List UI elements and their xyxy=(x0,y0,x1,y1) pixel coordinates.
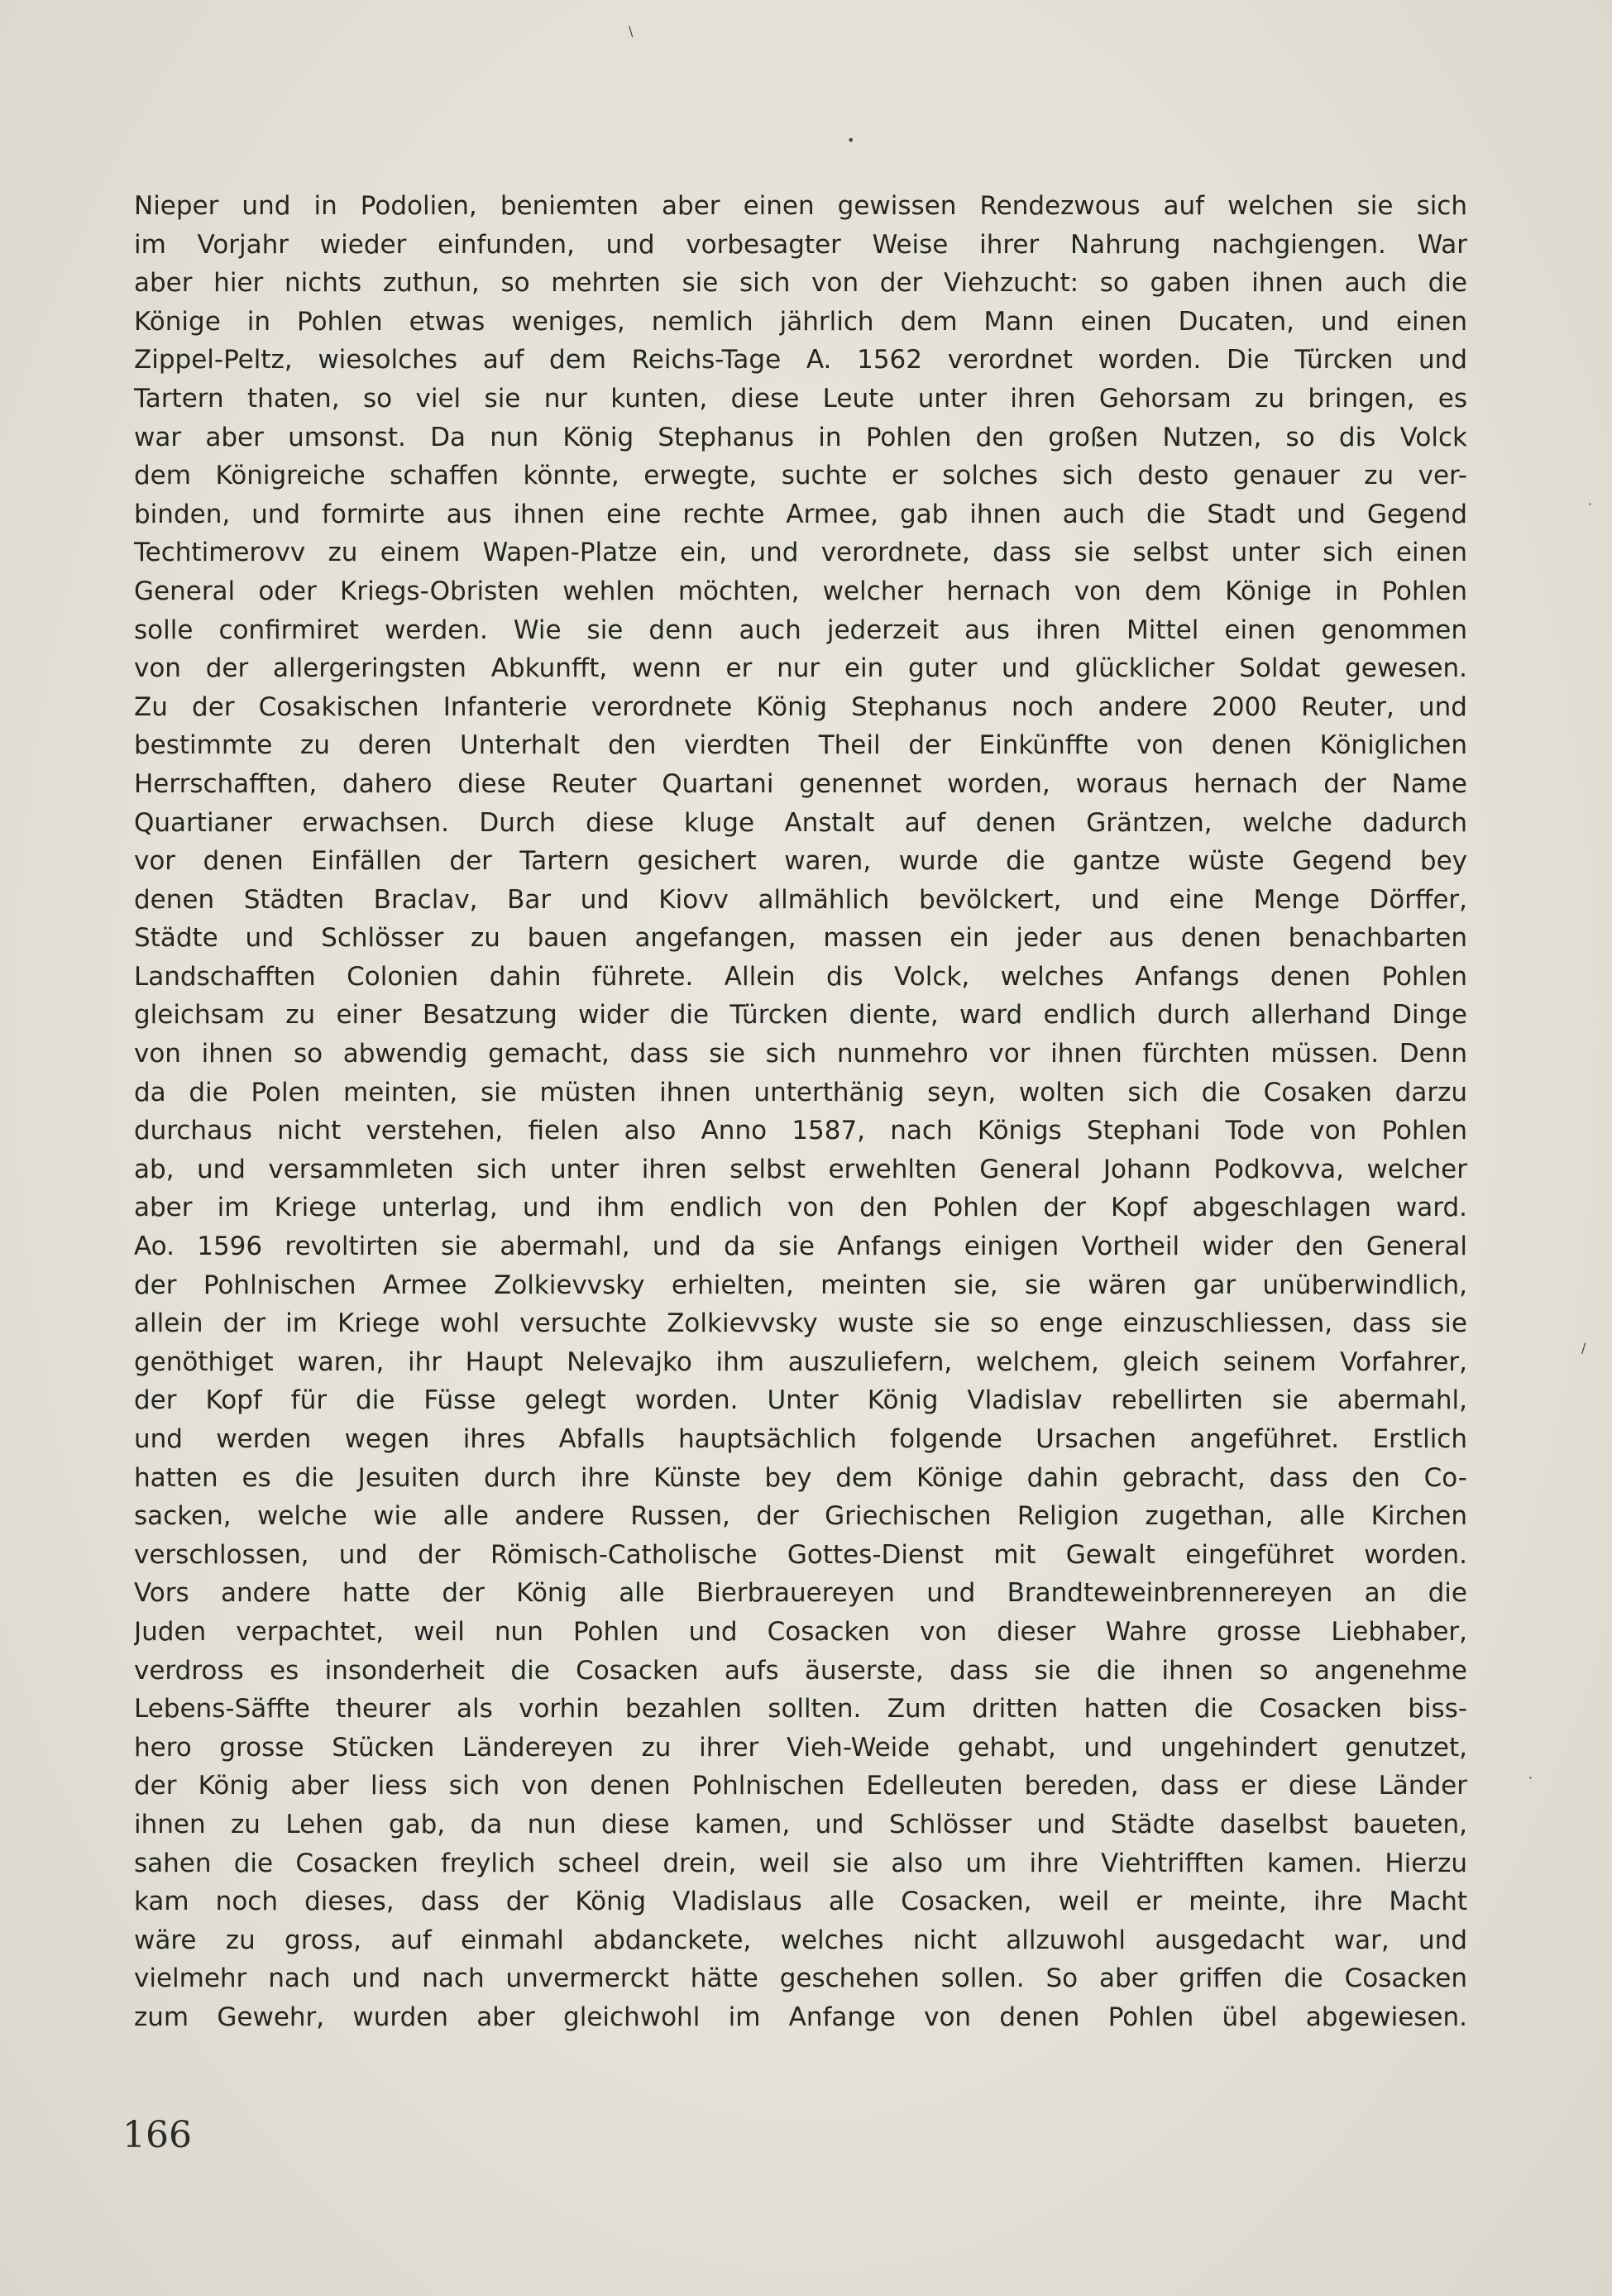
text-line: ab, und versammleten sich unter ihren selbst erwehlten General Johann Podkovva, welcher xyxy=(134,1154,1467,1184)
text-line: bestimmte zu deren Unterhalt den vierdten Theil der Einkünffte von denen Königlichen xyxy=(134,730,1467,761)
text-line: vor denen Einfällen der Tartern gesichert waren, wurde die gantze wüste Gegend bey xyxy=(134,846,1467,877)
scan-speck: \ xyxy=(629,23,634,39)
text-line: und werden wegen ihres Abfalls hauptsächlich folgende Ursachen angeführet. Erstlich xyxy=(134,1424,1467,1454)
text-line: Juden verpachtet, weil nun Pohlen und Cosacken von dieser Wahre grosse Liebhaber, xyxy=(134,1616,1467,1647)
text-line: der König aber liess sich von denen Pohlnischen Edelleuten bereden, dass er diese Länder xyxy=(134,1771,1467,1801)
text-line: General oder Kriegs-Obristen wehlen möchten, welcher hernach von dem Könige in Pohlen xyxy=(134,576,1467,606)
text-line: Zippel-Peltz, wiesolches auf dem Reichs-Tage A. 1562 verordnet worden. Die Türcken und xyxy=(134,345,1467,375)
text-line: da die Polen meinten, sie müsten ihnen unterthänig seyn, wolten sich die Cosaken darzu xyxy=(134,1077,1467,1107)
text-line: Vors andere hatte der König alle Bierbrauereyen und Brandteweinbrennereyen an die xyxy=(134,1578,1467,1609)
text-line: hero grosse Stücken Ländereyen zu ihrer Vieh-Weide gehabt, und ungehindert genutzet, xyxy=(134,1732,1467,1763)
text-line: Ao. 1596 revoltirten sie abermahl, und da sie Anfangs einigen Vortheil wider den General xyxy=(134,1232,1467,1262)
text-line: Könige in Pohlen etwas weniges, nemlich jährlich dem Mann einen Ducaten, und einen xyxy=(134,306,1467,337)
text-line: gleichsam zu einer Besatzung wider die Türcken diente, ward endlich durch allerhand Dinge xyxy=(134,1000,1467,1031)
text-line: war aber umsonst. Da nun König Stephanus in Pohlen den großen Nutzen, so dis Volck xyxy=(134,422,1467,452)
text-line: hatten es die Jesuiten durch ihre Künste bey dem Könige dahin gebracht, dass den Co- xyxy=(134,1462,1467,1493)
text-line: Quartianer erwachsen. Durch diese kluge Anstalt auf denen Gräntzen, welche dadurch xyxy=(134,807,1467,838)
scan-speck: • xyxy=(847,132,855,148)
text-line: durchaus nicht verstehen, fielen also Anno 1587, nach Königs Stephani Tode von Pohlen xyxy=(134,1116,1467,1146)
text-line: wäre zu gross, auf einmahl abdanckete, welches nicht allzuwohl ausgedacht war, und xyxy=(134,1925,1467,1955)
text-line: von ihnen so abwendig gemacht, dass sie sich nunmehro vor ihnen fürchten müssen. Denn xyxy=(134,1039,1467,1069)
page-number: 166 xyxy=(122,2114,192,2156)
text-line: Städte und Schlösser zu bauen angefangen, massen ein jeder aus denen benachbarten xyxy=(134,923,1467,954)
scan-speck: / xyxy=(1581,1340,1586,1356)
text-line: aber im Kriege unterlag, und ihm endlich von den Pohlen der Kopf abgeschlagen ward. xyxy=(134,1193,1467,1223)
text-line: ihnen zu Lehen gab, da nun diese kamen, und Schlösser und Städte daselbst baueten, xyxy=(134,1809,1467,1839)
text-line: genöthiget waren, ihr Haupt Nelevajko ihm auszuliefern, welchem, gleich seinem Vorfahrer, xyxy=(134,1347,1467,1377)
text-line: der Kopf für die Füsse gelegt worden. Unter König Vladislav rebellirten sie abermahl, xyxy=(134,1385,1467,1416)
text-line: Tartern thaten, so viel sie nur kunten, diese Leute unter ihren Gehorsam zu bringen, es xyxy=(134,383,1467,414)
text-line: allein der im Kriege wohl versuchte Zolkievvsky wuste sie so enge einzuschliessen, dass sie xyxy=(134,1308,1467,1339)
text-line: kam noch dieses, dass der König Vladislaus alle Cosacken, weil er meinte, ihre Macht xyxy=(134,1887,1467,1917)
text-line: der Pohlnischen Armee Zolkievvsky erhielten, meinten sie, sie wären gar unüberwindlich, xyxy=(134,1270,1467,1300)
text-line: vielmehr nach und nach unvermerckt hätte geschehen sollen. So aber griffen die Cosacken xyxy=(134,1964,1467,1994)
text-line: sahen die Cosacken freylich scheel drein, weil sie also um ihre Viehtrifften kamen. Hierzu xyxy=(134,1848,1467,1878)
body-text xyxy=(134,187,1467,2037)
text-line: Nieper und in Podolien, beniemten aber einen gewissen Rendezwous auf welchen sie sich xyxy=(134,191,1467,221)
scan-speck: · xyxy=(1588,496,1593,512)
text-line: Techtimerovv zu einem Wapen-Platze ein, und verordnete, dass sie selbst unter sich einen xyxy=(134,538,1467,568)
text-line: verdross es insonderheit die Cosacken aufs äuserste, dass sie die ihnen so angenehme xyxy=(134,1655,1467,1686)
text-line: aber hier nichts zuthun, so mehrten sie sich von der Viehzucht: so gaben ihnen auch die xyxy=(134,268,1467,299)
text-line: zum Gewehr, wurden aber gleichwohl im Anfange von denen Pohlen übel abgewiesen. xyxy=(134,2002,1467,2032)
text-line: Zu der Cosakischen Infanterie verordnete König Stephanus noch andere 2000 Reuter, und xyxy=(134,691,1467,722)
text-line: verschlossen, und der Römisch-Catholische Gottes-Dienst mit Gewalt eingeführet worden. xyxy=(134,1539,1467,1570)
text-line: Landschafften Colonien dahin führete. Allein dis Volck, welches Anfangs denen Pohlen xyxy=(134,961,1467,992)
text-line: von der allergeringsten Abkunfft, wenn er nur ein guter und glücklicher Soldat gewesen. xyxy=(134,653,1467,684)
text-line: solle confirmiret werden. Wie sie denn auch jederzeit aus ihren Mittel einen genommen xyxy=(134,615,1467,645)
text-line: Lebens-Säffte theurer als vorhin bezahlen sollten. Zum dritten hatten die Cosacken biss- xyxy=(134,1694,1467,1724)
text-line: sacken, welche wie alle andere Russen, der Griechischen Religion zugethan, alle Kirchen xyxy=(134,1501,1467,1532)
text-line: im Vorjahr wieder einfunden, und vorbesagter Weise ihrer Nahrung nachgiengen. War xyxy=(134,229,1467,260)
text-line: dem Königreiche schaffen könnte, erwegte, suchte er solches sich desto genauer zu ver- xyxy=(134,461,1467,491)
scan-speck: · xyxy=(1528,1770,1533,1786)
text-line: Herrschafften, dahero diese Reuter Quartani genennet worden, woraus hernach der Name xyxy=(134,768,1467,799)
text-line: binden, und formirte aus ihnen eine rechte Armee, gab ihnen auch die Stadt und Gegend xyxy=(134,499,1467,529)
text-line: denen Städten Braclav, Bar und Kiovv allmählich bevölckert, und eine Menge Dörffer, xyxy=(134,884,1467,915)
